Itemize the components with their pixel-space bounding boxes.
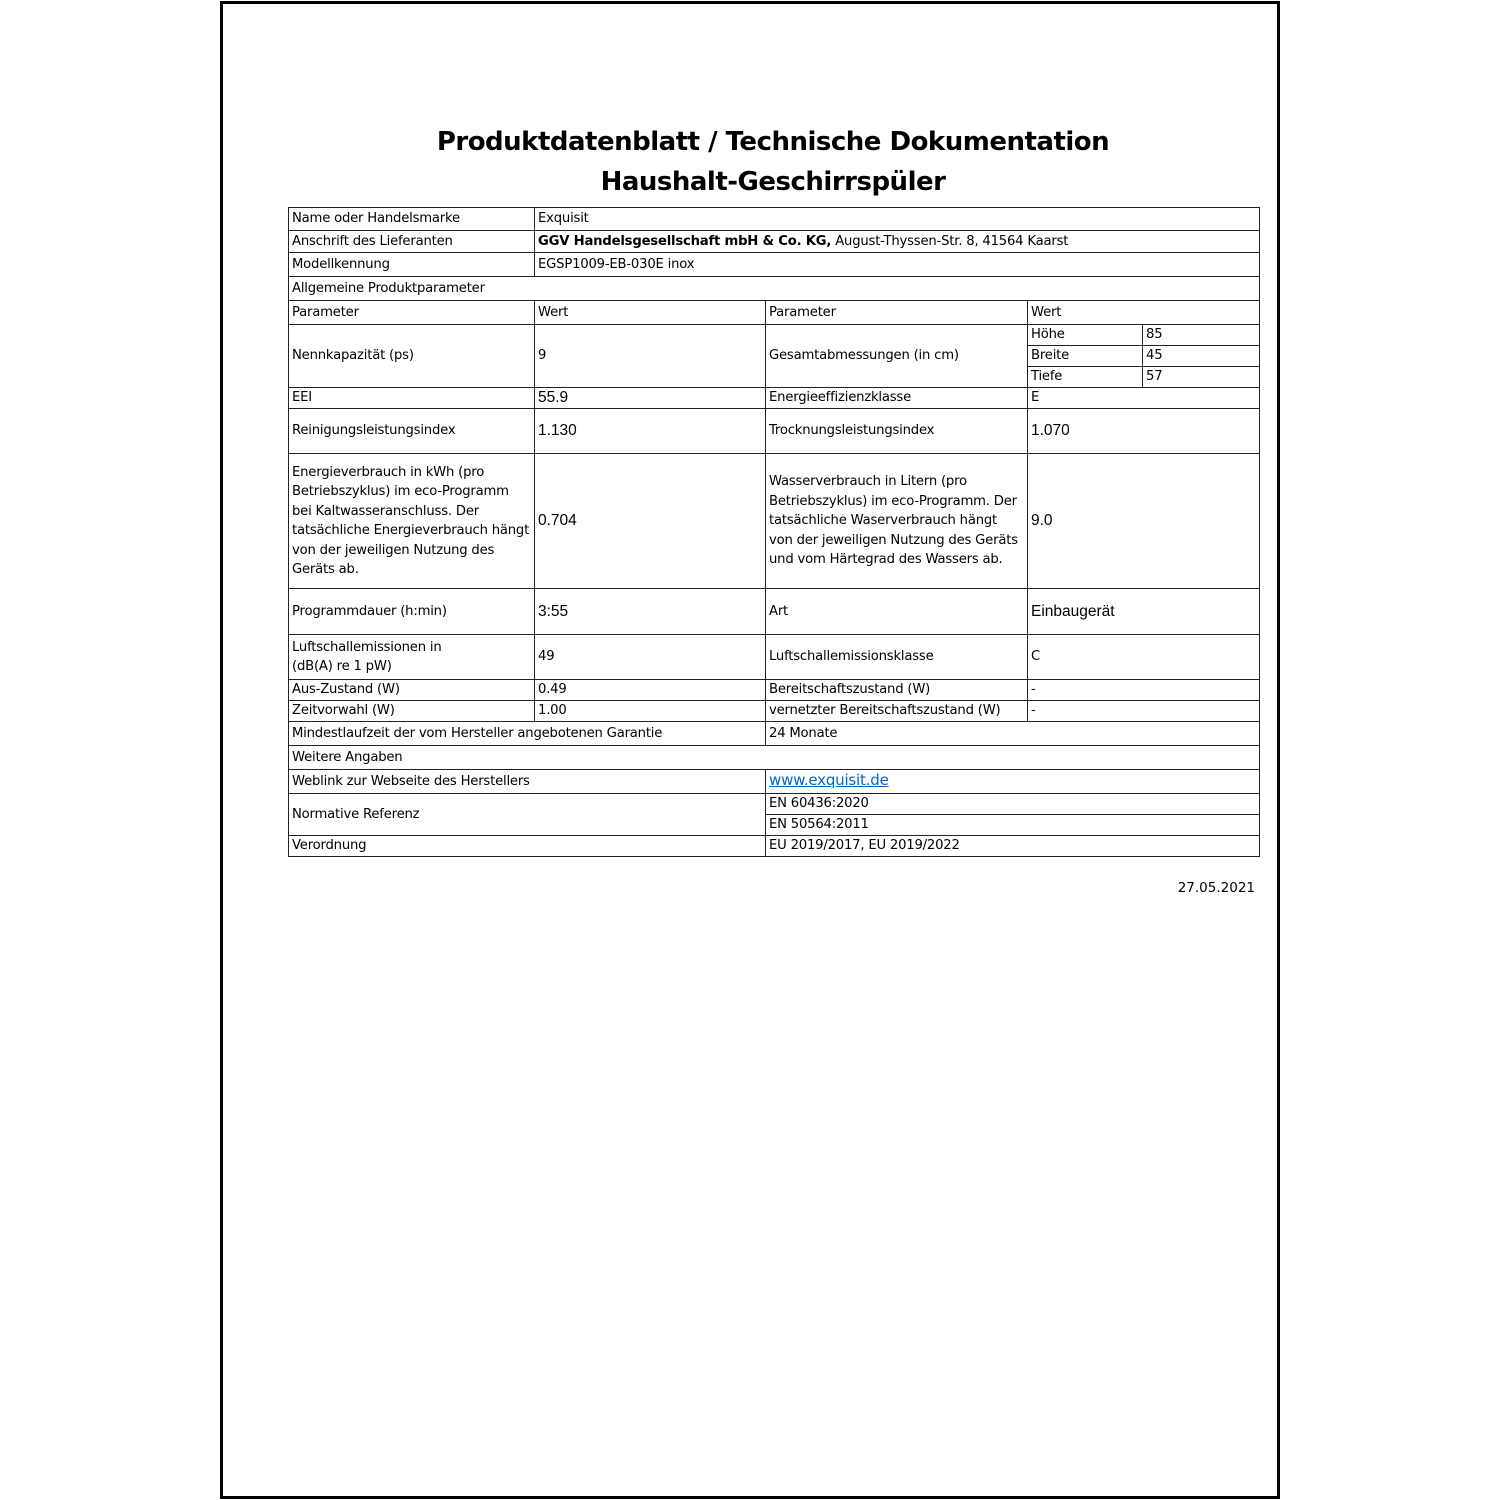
norm-value-1: EN 60436:2020 (766, 794, 1260, 815)
header-value-2: Wert (1028, 301, 1260, 325)
row-model (289, 253, 1260, 277)
width-label: Breite (1028, 346, 1143, 367)
height-label: Höhe (1028, 325, 1143, 346)
energy-class-value: E (1028, 388, 1260, 409)
depth-label: Tiefe (1028, 367, 1143, 388)
row-norm-1 (289, 794, 1260, 815)
regulation-value: EU 2019/2017, EU 2019/2022 (766, 836, 1260, 857)
norm-value-2: EN 50564:2011 (766, 815, 1260, 836)
weblink-label: Weblink zur Webseite des Herstellers (289, 770, 766, 794)
energy-class-label: Energieeffizienzklasse (766, 388, 1028, 409)
energy-use-label: Energieverbrauch in kWh (pro Betriebszyklus) im eco-Programm bei Kaltwasseranschluss. Der tatsächliche Energieverbrauch hängt von der jeweiligen Nutzung des Geräts ab. (289, 454, 535, 589)
row-column-headers (289, 301, 1260, 325)
duration-label: Programmdauer (h:min) (289, 589, 535, 635)
standby-value: - (1028, 680, 1260, 701)
supplier-name: GGV Handelsgesellschaft mbH & Co. KG, (538, 233, 832, 249)
off-mode-value: 0.49 (535, 680, 766, 701)
warranty-value: 24 Monate (766, 722, 1260, 746)
brand-value: Exquisit (535, 208, 1260, 231)
general-section-title: Allgemeine Produktparameter (289, 277, 1260, 301)
row-delay-start (289, 701, 1260, 722)
title-line-2: Haushalt-Geschirrspüler (600, 167, 946, 197)
row-capacity-height (289, 325, 1260, 346)
height-value: 85 (1143, 325, 1260, 346)
drying-label: Trocknungsleistungsindex (766, 409, 1028, 454)
off-mode-label: Aus-Zustand (W) (289, 680, 535, 701)
capacity-value: 9 (535, 325, 766, 388)
regulation-label: Verordnung (289, 836, 766, 857)
noise-class-label: Luftschallemissionsklasse (766, 635, 1028, 680)
supplier-value (535, 231, 1260, 253)
header-parameter: Parameter (289, 301, 535, 325)
row-duration-type (289, 589, 1260, 635)
warranty-label: Mindestlaufzeit der vom Hersteller angebotenen Garantie (289, 722, 766, 746)
row-general-section (289, 277, 1260, 301)
duration-value: 3:55 (535, 589, 766, 635)
row-noise (289, 635, 1260, 680)
depth-value: 57 (1143, 367, 1260, 388)
row-cleaning-drying (289, 409, 1260, 454)
row-eei (289, 388, 1260, 409)
delay-start-value: 1.00 (535, 701, 766, 722)
eei-value: 55.9 (535, 388, 766, 409)
row-off-mode (289, 680, 1260, 701)
row-weblink (289, 770, 1260, 794)
drying-value: 1.070 (1028, 409, 1260, 454)
weblink-cell (766, 770, 1260, 794)
cleaning-value: 1.130 (535, 409, 766, 454)
networked-standby-label: vernetzter Bereitschaftszustand (W) (766, 701, 1028, 722)
additional-section-title: Weitere Angaben (289, 746, 1260, 770)
noise-class-value: C (1028, 635, 1260, 680)
width-value: 45 (1143, 346, 1260, 367)
row-brand (289, 208, 1260, 231)
row-warranty (289, 722, 1260, 746)
supplier-label: Anschrift des Lieferanten (289, 231, 535, 253)
model-value: EGSP1009-EB-030E inox (535, 253, 1260, 277)
delay-start-label: Zeitvorwahl (W) (289, 701, 535, 722)
manufacturer-weblink[interactable]: www.exquisit.de (769, 771, 889, 790)
row-energy-water (289, 454, 1260, 589)
model-label: Modellkennung (289, 253, 535, 277)
row-additional-section (289, 746, 1260, 770)
noise-value: 49 (535, 635, 766, 680)
dimensions-label: Gesamtabmessungen (in cm) (766, 325, 1028, 388)
supplier-address: August-Thyssen-Str. 8, 41564 Kaarst (831, 233, 1069, 249)
row-supplier (289, 231, 1260, 253)
capacity-label: Nennkapazität (ps) (289, 325, 535, 388)
norm-label: Normative Referenz (289, 794, 766, 836)
noise-label: Luftschallemissionen in (dB(A) re 1 pW) (289, 635, 535, 680)
header-value: Wert (535, 301, 766, 325)
document-date: 27.05.2021 (1177, 880, 1255, 896)
energy-use-value: 0.704 (535, 454, 766, 589)
header-parameter-2: Parameter (766, 301, 1028, 325)
standby-label: Bereitschaftszustand (W) (766, 680, 1028, 701)
water-use-label: Wasserverbrauch in Litern (pro Betriebszyklus) im eco-Programm. Der tatsächliche Waserverbrauch hängt von der jeweiligen Nutzung des Geräts und vom Härtegrad des Wassers ab. (766, 454, 1028, 589)
water-use-value: 9.0 (1028, 454, 1260, 589)
title-line-1: Produktdatenblatt / Technische Dokumentation (436, 127, 1110, 157)
product-data-table (288, 207, 1260, 857)
document-title (288, 122, 1258, 202)
networked-standby-value: - (1028, 701, 1260, 722)
cleaning-label: Reinigungsleistungsindex (289, 409, 535, 454)
brand-label: Name oder Handelsmarke (289, 208, 535, 231)
eei-label: EEI (289, 388, 535, 409)
type-value: Einbaugerät (1028, 589, 1260, 635)
row-regulation (289, 836, 1260, 857)
type-label: Art (766, 589, 1028, 635)
